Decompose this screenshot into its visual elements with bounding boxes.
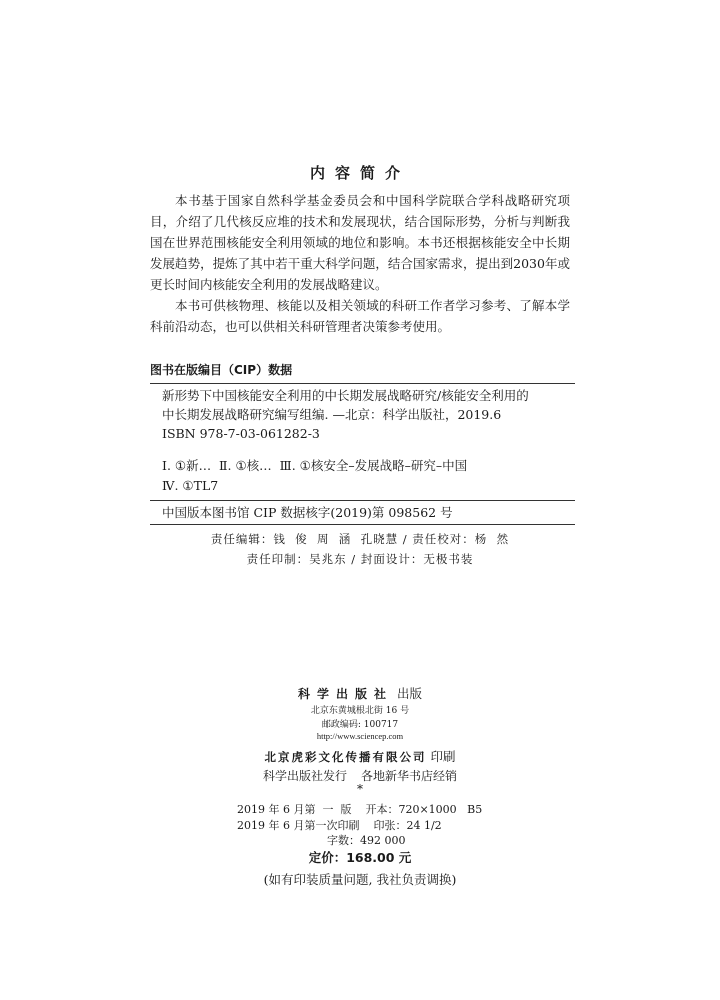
- publisher-name: 科学出版社: [297, 687, 393, 701]
- staff-editors: 责任编辑：钱 俊 周 涵 孔晓慧 / 责任校对：杨 然: [210, 532, 510, 546]
- distribution-publisher: 科学出版社发行: [262, 769, 347, 783]
- printer-suffix: 印刷: [430, 749, 456, 764]
- word-count: 字数：492 000: [327, 834, 406, 847]
- cip-top-rule: [150, 383, 575, 384]
- printer-line: [0, 747, 720, 765]
- publisher-address: 北京东黄城根北街 16 号: [310, 706, 410, 716]
- cip-middle-rule: [150, 500, 575, 501]
- edition-line: 2019 年 6 月第 一 版 开本：720×1000 B5: [237, 803, 483, 816]
- quality-notice: (如有印装质量问题, 我社负责调换): [263, 872, 457, 887]
- summary-paragraph-2: 本书可供核物理、核能以及相关领域的科研工作者学习参考、了解本学科前沿动态，也可以供相关科研管理者决策参考使用。: [150, 298, 570, 334]
- printer-name: 北京虎彩文化传播有限公司: [264, 750, 427, 764]
- publisher-suffix: 出版: [396, 686, 422, 701]
- cip-classification: [162, 456, 572, 496]
- price: 定价：168.00 元: [308, 850, 412, 865]
- summary-paragraph-1: 本书基于国家自然科学基金委员会和中国科学院联合学科战略研究项目，介绍了几代核反应堆的技术和发展现状，结合国际形势，分析与判断我国在世界范围核能安全利用领域的地位和影响。本书还根据核能安全中长期发展趋势，提炼了其中若干重大科学问题，结合国家需求，提出到2030年或更长时间内核能安全利用的发展战略建议。: [150, 193, 570, 292]
- cip-isbn: ISBN 978-7-03-061282-3: [162, 426, 320, 441]
- printing-line: 2019 年 6 月第一次印刷 印张：24 1/2: [237, 819, 442, 832]
- publisher-postcode: 邮政编码: 100717: [321, 720, 399, 730]
- publisher-website: http://www.sciencep.com: [316, 731, 404, 741]
- cip-title-line-2: 中长期发展战略研究编写组编. —北京：科学出版社，2019.6: [162, 407, 502, 422]
- cip-description: [162, 386, 572, 443]
- cip-title-line-1: 新形势下中国核能安全利用的中长期发展战略研究/核能安全利用的: [162, 388, 529, 403]
- cip-number: 中国版本图书馆 CIP 数据核字(2019)第 098562 号: [162, 505, 453, 520]
- separator-star: *: [357, 782, 363, 796]
- staff-production: 责任印制：吴兆东 / 封面设计：无极书装: [246, 552, 474, 566]
- cip-bottom-rule: [150, 524, 575, 525]
- cip-heading: 图书在版编目（CIP）数据: [150, 363, 293, 377]
- cip-class-line-2: Ⅳ. ①TL7: [162, 478, 219, 493]
- summary-title: 内容简介: [309, 164, 410, 182]
- distribution-retail: 各地新华书店经销: [361, 769, 458, 783]
- summary-body: [150, 190, 570, 337]
- cip-class-line-1: Ⅰ. ①新… Ⅱ. ①核… Ⅲ. ①核安全–发展战略–研究–中国: [162, 458, 468, 473]
- publisher-line: [0, 684, 720, 702]
